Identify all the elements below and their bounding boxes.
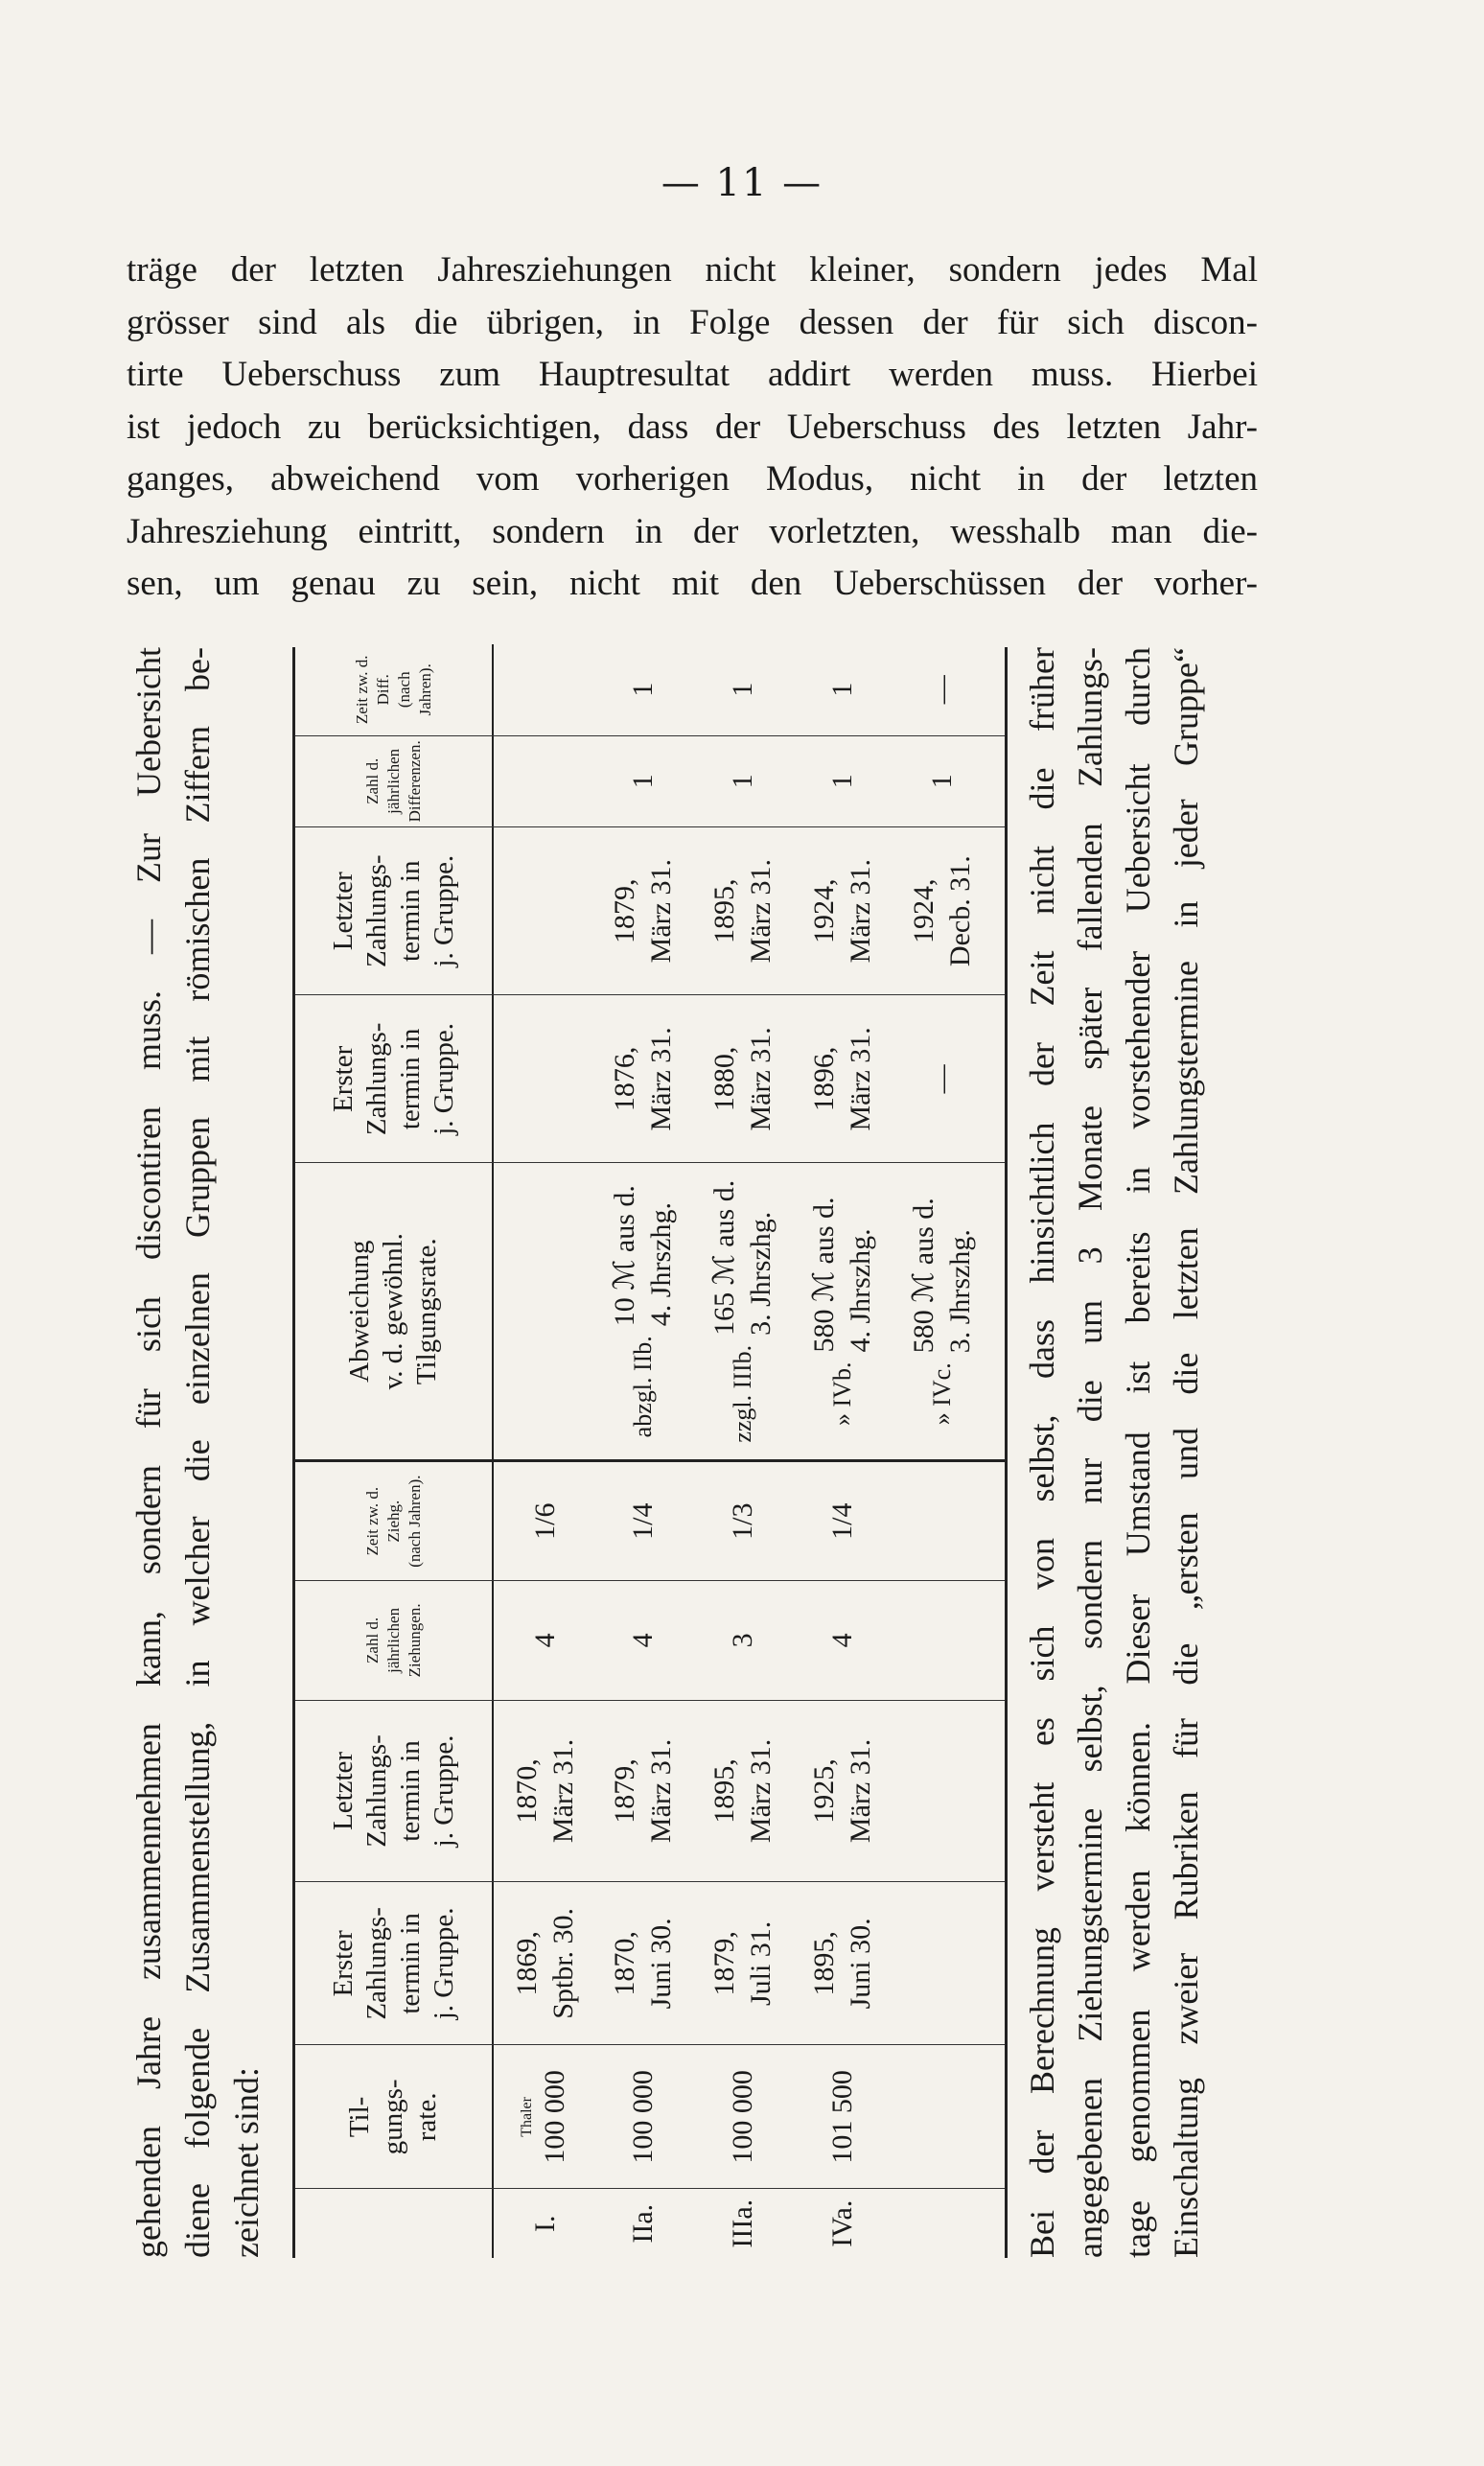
cell-text: 1870,	[609, 1931, 640, 1996]
header-zahl-ziehungen	[295, 1581, 494, 1699]
erster-cell	[693, 1882, 793, 2044]
cell-text: 3. Jhrszhg.	[944, 1229, 976, 1354]
differenzen-count-cell	[793, 736, 893, 827]
ziehungen-count-cell	[593, 1581, 693, 1699]
header-text: Zeit zw. d. Ziehg. (nach Jahren).	[362, 1475, 424, 1568]
abweichung-ref: » IVb.	[828, 1361, 856, 1426]
rate-cell	[793, 2045, 893, 2188]
rate-cell	[593, 2045, 693, 2188]
cell-text: 1	[727, 682, 758, 697]
letzter-diff-cell	[498, 827, 593, 994]
header-zahl-differenzen	[295, 736, 494, 827]
letzter-cell	[498, 1701, 593, 1882]
header-text: Abweichung v. d. gewöhnl. Tilgungsrate.	[344, 1233, 442, 1390]
header-erster2	[295, 995, 494, 1162]
letzter-cell	[793, 1701, 893, 1882]
cell-text: Juni 30.	[845, 1918, 876, 2010]
header-text: Zeit zw. d. Diff. (nach Jahren).	[352, 655, 434, 725]
erster-diff-cell	[498, 995, 593, 1162]
cell-text: 1895,	[708, 878, 740, 943]
cell-text: März 31.	[645, 1738, 677, 1844]
col-letzter2	[295, 826, 1005, 994]
cell-text: März 31.	[547, 1738, 579, 1844]
schedule-table	[292, 647, 1008, 2258]
cell-text: IVa.	[826, 2199, 858, 2247]
group-cell	[793, 2189, 893, 2258]
erster-cell	[793, 1882, 893, 2044]
cell-text: 1879,	[609, 1758, 640, 1824]
ziehungen-count-cell	[793, 1581, 893, 1699]
cell-text: März 31.	[645, 1027, 677, 1131]
erster-diff-cell	[893, 995, 992, 1162]
cell-text: 4	[529, 1633, 561, 1648]
header-zeit-differenzen	[295, 644, 494, 735]
erster-diff-cell	[793, 995, 893, 1162]
header-letzter2	[295, 827, 494, 994]
col-tilgungsrate	[295, 2044, 1005, 2188]
cell-text: März 31.	[745, 859, 777, 964]
cell-text: IIa.	[627, 2203, 659, 2244]
header-text: Zahl d. jährlichen Differenzen.	[362, 740, 424, 823]
erster-cell	[498, 1882, 593, 2044]
rate-cell	[693, 2045, 793, 2188]
differenzen-interval-cell	[593, 644, 693, 735]
cell-text: 1/3	[727, 1502, 758, 1540]
header-text: Zahl d. jährlichen Ziehungen.	[362, 1603, 424, 1678]
ziehungen-interval-cell	[893, 1462, 992, 1580]
text-line: grösser sind als die übrigen, in Folge dessen der für sich discon-	[127, 302, 1258, 342]
cell-text: 580 ℳ aus d.	[908, 1198, 939, 1354]
rotated-table-block	[125, 647, 1256, 2258]
text-line: angegebenen Ziehungstermine selbst, sondern nur die um 3 Monate später fallenden Zahlungs-	[1071, 647, 1109, 2258]
cell-text: 1924,	[908, 878, 939, 943]
footer-text	[1018, 647, 1210, 2258]
erster-cell	[593, 1882, 693, 2044]
header-group	[295, 2189, 494, 2258]
differenzen-interval-cell	[693, 644, 793, 735]
cell-text: März 31.	[745, 1027, 777, 1131]
cell-text: 4	[627, 1633, 659, 1648]
cell-text: 165 ℳ aus d.	[708, 1179, 740, 1336]
erster-diff-cell	[593, 995, 693, 1162]
cell-text: März 31.	[845, 1738, 876, 1844]
differenzen-count-cell	[498, 736, 593, 827]
table-intro-text	[125, 647, 271, 2258]
cell-text: —	[926, 1064, 958, 1094]
letzter-diff-cell	[693, 827, 793, 994]
abweichung-cell	[893, 1163, 992, 1459]
text-line: gehenden Jahre zusammennehmen kann, sondern für sich discontiren muss. — Zur Uebersicht	[129, 647, 168, 2258]
ziehungen-interval-cell	[593, 1462, 693, 1580]
cell-text: 1870,	[511, 1758, 543, 1824]
erster-cell	[893, 1882, 992, 2044]
cell-text: 4	[826, 1633, 858, 1648]
cell-text: 3	[727, 1633, 758, 1648]
abweichung-ref: zzgl. IIIb.	[729, 1344, 756, 1443]
col-zahl-differenzen	[295, 735, 1005, 827]
text-line: sen, um genau zu sein, nicht mit den Ueberschüssen der vorher-	[127, 564, 1258, 603]
header-text: Letzter Zahlungs- termin in j. Gruppe.	[327, 854, 459, 967]
cell-text: IIIa.	[727, 2198, 758, 2248]
header-text: Erster Zahlungs- termin in j. Gruppe.	[327, 1022, 459, 1136]
header-text: Til- gungs- rate.	[344, 2079, 442, 2155]
col-zahl-ziehungen	[295, 1580, 1005, 1699]
cell-text: 1869,	[511, 1931, 543, 1996]
abweichung-ref: abzgl. IIb.	[629, 1336, 657, 1438]
header-text: Letzter Zahlungs- termin in j. Gruppe.	[327, 1734, 459, 1848]
header-tilgungsrate	[295, 2045, 494, 2188]
page-number: — 11 —	[661, 161, 823, 205]
cell-text: 1924,	[808, 878, 840, 943]
cell-text: Juni 30.	[645, 1918, 677, 2010]
cell-text: 10 ℳ aus d.	[609, 1185, 640, 1327]
letzter-cell	[693, 1701, 793, 1882]
text-line: Jahresziehung eintritt, sondern in der vorletzten, wesshalb man die-	[127, 511, 1258, 551]
abweichung-cell	[693, 1163, 793, 1459]
ziehungen-interval-cell	[693, 1462, 793, 1580]
cell-text: 1895,	[708, 1758, 740, 1824]
table-left-half	[295, 1459, 1005, 2258]
differenzen-count-cell	[693, 736, 793, 827]
abweichung-cell	[793, 1163, 893, 1459]
letzter-diff-cell	[893, 827, 992, 994]
cell-text: 1	[627, 774, 659, 789]
col-erster2	[295, 994, 1005, 1162]
cell-text: 1	[627, 682, 659, 697]
header-zeit-ziehungen	[295, 1462, 494, 1580]
cell-text: 100 000	[539, 2070, 570, 2164]
group-cell	[593, 2189, 693, 2258]
abweichung-cell	[593, 1163, 693, 1459]
text-line: Einschaltung zweier Rubriken für die „ersten und die letzten Zahlungstermine in jeder Gruppe“	[1167, 647, 1205, 2258]
text-line: ist jedoch zu berücksichtigen, dass der Ueberschuss des letzten Jahr-	[127, 407, 1258, 447]
cell-text: 101 500	[826, 2070, 858, 2164]
cell-text: 580 ℳ aus d.	[808, 1197, 840, 1353]
text-line: tirte Ueberschuss zum Hauptresultat addirt werden muss. Hierbei	[127, 355, 1258, 394]
col-zeit-differenzen	[295, 644, 1005, 735]
cell-text: 1880,	[708, 1046, 740, 1112]
abweichung-ref: » IVc.	[928, 1362, 956, 1426]
cell-text: 1896,	[808, 1046, 840, 1112]
cell-text: Juli 31.	[745, 1920, 777, 2007]
ziehungen-interval-cell	[498, 1462, 593, 1580]
text-line: diene folgende Zusammenstellung, in welcher die einzelnen Gruppen mit römischen Ziffern be-	[178, 647, 217, 2258]
cell-text: 4. Jhrszhg.	[645, 1202, 677, 1327]
letzter-cell	[893, 1701, 992, 1882]
letzter-diff-cell	[793, 827, 893, 994]
group-cell	[693, 2189, 793, 2258]
differenzen-interval-cell	[893, 644, 992, 735]
cell-text: 1/6	[529, 1502, 561, 1540]
ziehungen-count-cell	[693, 1581, 793, 1699]
differenzen-interval-cell	[793, 644, 893, 735]
cell-text: 1879,	[609, 878, 640, 943]
header-abweichung	[295, 1163, 494, 1459]
erster-diff-cell	[693, 995, 793, 1162]
cell-text: 100 000	[627, 2070, 659, 2164]
cell-text: 1925,	[808, 1758, 840, 1824]
cell-text: 1	[826, 682, 858, 697]
ziehungen-interval-cell	[793, 1462, 893, 1580]
group-cell	[498, 2189, 593, 2258]
table-right-half	[295, 644, 1005, 1459]
text-line: ganges, abweichend vom vorherigen Modus, nicht in der letzten	[127, 459, 1258, 499]
header-letzter1	[295, 1701, 494, 1882]
rate-cell	[893, 2045, 992, 2188]
differenzen-count-cell	[593, 736, 693, 827]
differenzen-interval-cell	[498, 644, 593, 735]
letzter-cell	[593, 1701, 693, 1882]
col-zeit-ziehungen	[295, 1462, 1005, 1580]
ziehungen-count-cell	[498, 1581, 593, 1699]
cell-text: 1	[826, 774, 858, 789]
cell-text: März 31.	[845, 1027, 876, 1131]
cell-text: 1876,	[609, 1046, 640, 1112]
cell-text: 1/4	[826, 1502, 858, 1540]
cell-text: —	[926, 675, 958, 705]
abweichung-cell	[498, 1163, 593, 1459]
cell-text: 3. Jhrszhg.	[745, 1211, 777, 1336]
differenzen-count-cell	[893, 736, 992, 827]
col-letzter1	[295, 1700, 1005, 1882]
text-line: tage genommen werden können. Dieser Umstand ist bereits in vorstehender Uebersicht durch	[1119, 647, 1157, 2258]
col-abweichung	[295, 1162, 1005, 1459]
cell-text: 1879,	[708, 1931, 740, 1996]
cell-text: 1/4	[627, 1502, 659, 1540]
cell-text: 1	[926, 774, 958, 789]
cell-text: 1	[727, 774, 758, 789]
cell-text: März 31.	[645, 859, 677, 964]
cell-text: 4. Jhrszhg.	[845, 1228, 876, 1353]
body-text-top	[127, 244, 1258, 611]
text-line: zeichnet sind:	[227, 2067, 266, 2258]
cell-text: 1895,	[808, 1931, 840, 1996]
header-text: Erster Zahlungs- termin in j. Gruppe.	[327, 1907, 459, 2020]
col-erster1	[295, 1881, 1005, 2044]
text-line: Bei der Berechnung versteht es sich von selbst, dass hinsichtlich der Zeit nicht die früher	[1023, 647, 1061, 2258]
unit-label: Thaler	[519, 2097, 535, 2137]
cell-text: Decb. 31.	[944, 855, 976, 967]
letzter-diff-cell	[593, 827, 693, 994]
cell-text: März 31.	[745, 1738, 777, 1844]
ziehungen-count-cell	[893, 1581, 992, 1699]
col-group	[295, 2188, 1005, 2258]
group-cell	[893, 2189, 992, 2258]
cell-text: I.	[529, 2215, 561, 2232]
cell-text: 100 000	[727, 2070, 758, 2164]
cell-text: Sptbr. 30.	[547, 1907, 579, 2019]
text-line: träge der letzten Jahresziehungen nicht kleiner, sondern jedes Mal	[127, 250, 1258, 290]
cell-text: März 31.	[845, 859, 876, 964]
rate-cell	[498, 2045, 593, 2188]
header-erster1	[295, 1882, 494, 2044]
